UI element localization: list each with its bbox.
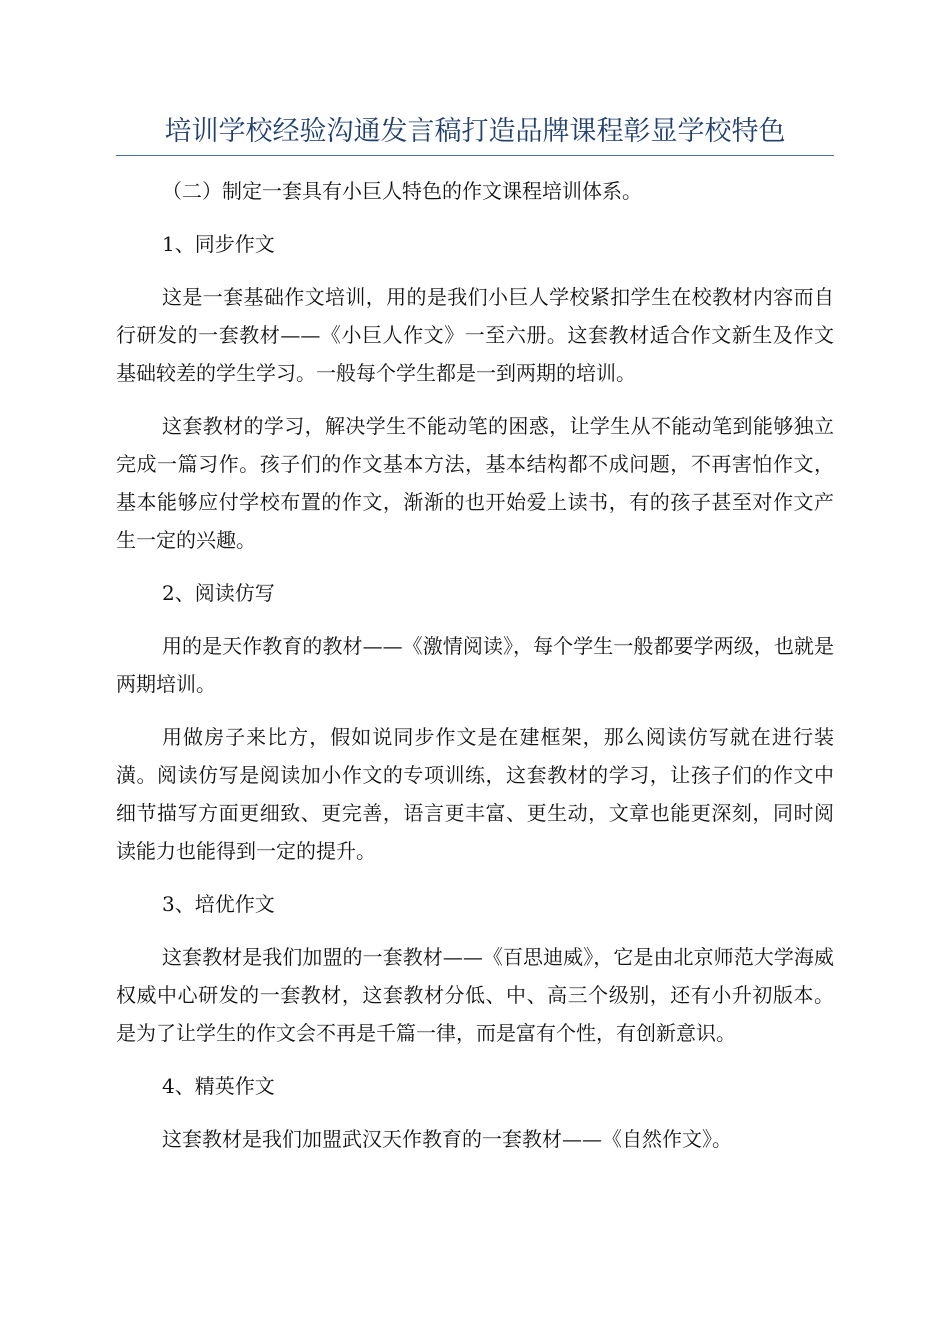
subsection-heading: 1、同步作文 xyxy=(162,232,275,256)
body-paragraph: 用做房子来比方，假如说同步作文是在建框架，那么阅读仿写就在进行装潢。阅读仿写是阅读加小作文的专项训练，这套教材的学习，让孩子们的作文中细节描写方面更细致、更完善，语言更丰富、更生动，文章也能更深刻，同时阅读能力也能得到一定的提升。 xyxy=(116,725,834,863)
body-paragraph: 用的是天作教育的教材——《激情阅读》，每个学生一般都要学两级，也就是两期培训。 xyxy=(116,634,834,696)
body-paragraph: 这套教材是我们加盟的一套教材——《百思迪威》，它是由北京师范大学海威权威中心研发的一套教材，这套教材分低、中、高三个级别，还有小升初版本。是为了让学生的作文会不再是千篇一律，而是富有个性，有创新意识。 xyxy=(116,945,834,1045)
title-underline xyxy=(116,155,834,156)
subsection-heading: 4、精英作文 xyxy=(162,1074,275,1098)
document-title: 培训学校经验沟通发言稿打造品牌课程彰显学校特色 xyxy=(164,116,786,147)
section-heading: （二）制定一套具有小巨人特色的作文课程培训体系。 xyxy=(162,179,642,203)
subsection-heading: 2、阅读仿写 xyxy=(162,581,275,605)
body-paragraph: 这是一套基础作文培训，用的是我们小巨人学校紧扣学生在校教材内容而自行研发的一套教材——《小巨人作文》一至六册。这套教材适合作文新生及作文基础较差的学生学习。一般每个学生都是一到两期的培训。 xyxy=(116,285,834,385)
body-paragraph: 这套教材的学习，解决学生不能动笔的困惑，让学生从不能动笔到能够独立完成一篇习作。孩子们的作文基本方法，基本结构都不成问题，不再害怕作文，基本能够应付学校布置的作文，渐渐的也开始爱上读书，有的孩子甚至对作文产生一定的兴趣。 xyxy=(116,414,834,552)
document-body xyxy=(116,172,834,1173)
subsection-heading: 3、培优作文 xyxy=(162,892,275,916)
body-paragraph: 这套教材是我们加盟武汉天作教育的一套教材——《自然作文》。 xyxy=(162,1127,732,1151)
